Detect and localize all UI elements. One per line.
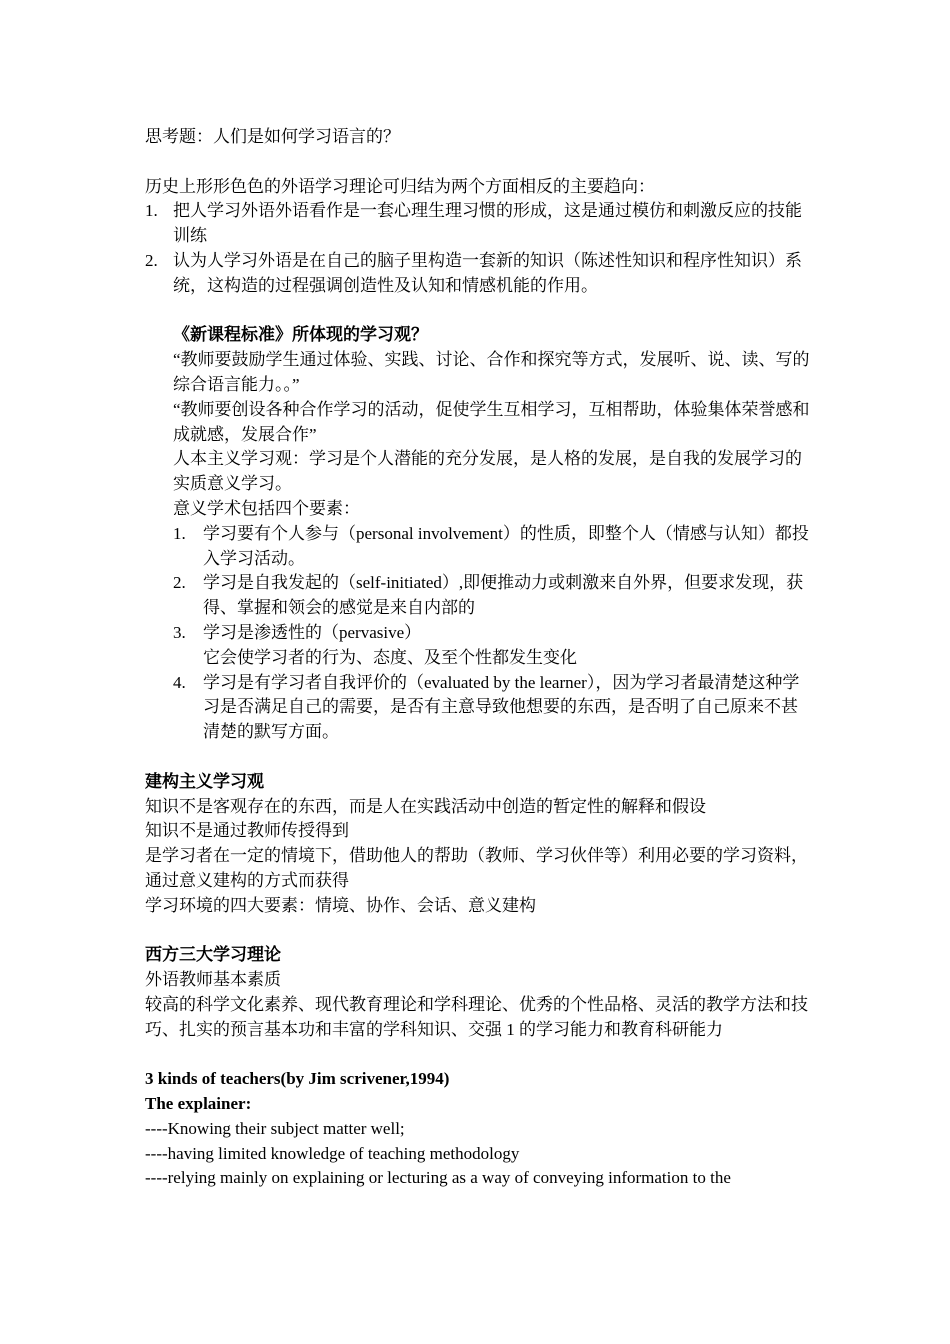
- list-text: 学习是自我发起的（self-initiated）,即便推动力或刺激来自外界，但要求发现，获得、掌握和领会的感觉是来自内部的: [203, 573, 804, 618]
- section-heading: 西方三大学习理论: [145, 945, 281, 965]
- blank-line: [145, 150, 810, 175]
- paragraph: 知识不是客观存在的东西，而是人在实践活动中创造的暂定性的解释和假设: [145, 796, 706, 816]
- humanism-paragraph: 人本主义学习观：学习是个人潜能的充分发展，是人格的发展，是自我的发展学习的实质意义学习。: [173, 449, 802, 494]
- question-line: 思考题：人们是如何学习语言的？: [145, 127, 400, 146]
- section-heading: 《新课程标准》所体现的学习观？: [173, 325, 428, 345]
- intro-line: 历史上形形色色的外语学习理论可归结为两个方面相反的主要趋向：: [145, 176, 655, 196]
- list-item: [173, 671, 810, 745]
- blank-line: [145, 1042, 810, 1067]
- list-item: [173, 621, 810, 671]
- trend-list: [145, 199, 810, 298]
- list-number: 2.: [173, 573, 186, 593]
- document-body: [145, 125, 810, 1191]
- paragraph: 是学习者在一定的情境下，借助他人的帮助（教师、学习伙伴等）利用必要的学习资料，通过意义建构的方式而获得: [145, 846, 808, 890]
- bullet-line: ----Knowing their subject matter well;: [145, 1118, 405, 1138]
- list-text: 认为人学习外语是在自己的脑子里构造一套新的知识（陈述性知识和程序性知识）系统，这构造的过程强调创造性及认知和情感机能的作用。: [173, 250, 802, 295]
- list-text: 学习要有个人参与（personal involvement）的性质，即整个人（情感与认知）都投入学习活动。: [203, 523, 809, 568]
- blank-line: [145, 745, 810, 770]
- list-item: [173, 571, 810, 621]
- list-number: 1.: [145, 201, 158, 221]
- quote-paragraph: “教师要创设各种合作学习的活动，促使学生互相学习，互相帮助，体验集体荣誉感和成就感，发展合作”: [173, 399, 810, 444]
- standard-section: [145, 323, 810, 521]
- teacher-type: The explainer:: [145, 1094, 252, 1114]
- list-text: 把人学习外语外语看作是一套心理生理习惯的形成，这是通过模仿和刺激反应的技能训练: [173, 201, 802, 246]
- elements-intro: 意义学术包括四个要素：: [173, 498, 360, 518]
- paragraph: 较高的科学文化素养、现代教育理论和学科理论、优秀的个性品格、灵活的教学方法和技巧、扎实的预言基本功和丰富的学科知识、交强 1 的学习能力和教育科研能力: [145, 994, 808, 1039]
- list-number: 3.: [173, 622, 186, 642]
- paragraph: 学习环境的四大要素：情境、协作、会话、意义建构: [145, 895, 536, 915]
- list-number: 4.: [173, 672, 186, 692]
- elements-list: [173, 522, 810, 745]
- list-number: 2.: [145, 250, 158, 270]
- list-item: [145, 249, 810, 299]
- list-text: 学习是有学习者自我评价的（evaluated by the learner），因为学习者最清楚这种学习是否满足自己的需要，是否有主意导致他想要的东西，是否明了自己原来不甚清楚的默写方面。: [203, 672, 800, 742]
- list-text: 学习是渗透性的（pervasive）: [203, 622, 422, 642]
- blank-line: [145, 299, 810, 324]
- list-item: [173, 522, 810, 572]
- list-number: 1.: [173, 523, 186, 543]
- list-item: [145, 199, 810, 249]
- paragraph: 外语教师基本素质: [145, 970, 281, 990]
- bullet-line: ----having limited knowledge of teaching methodology: [145, 1143, 520, 1163]
- section-heading: 建构主义学习观: [145, 771, 264, 791]
- blank-line: [145, 919, 810, 944]
- section-heading: 3 kinds of teachers(by Jim scrivener,1994): [145, 1069, 450, 1089]
- list-text-continuation: 它会使学习者的行为、态度、及至个性都发生变化: [203, 647, 577, 667]
- quote-paragraph: “教师要鼓励学生通过体验、实践、讨论、合作和探究等方式，发展听、说、读、写的综合语言能力。。”: [173, 350, 810, 394]
- bullet-line: ----relying mainly on explaining or lecturing as a way of conveying information to the: [145, 1168, 731, 1188]
- paragraph: 知识不是通过教师传授得到: [145, 821, 349, 841]
